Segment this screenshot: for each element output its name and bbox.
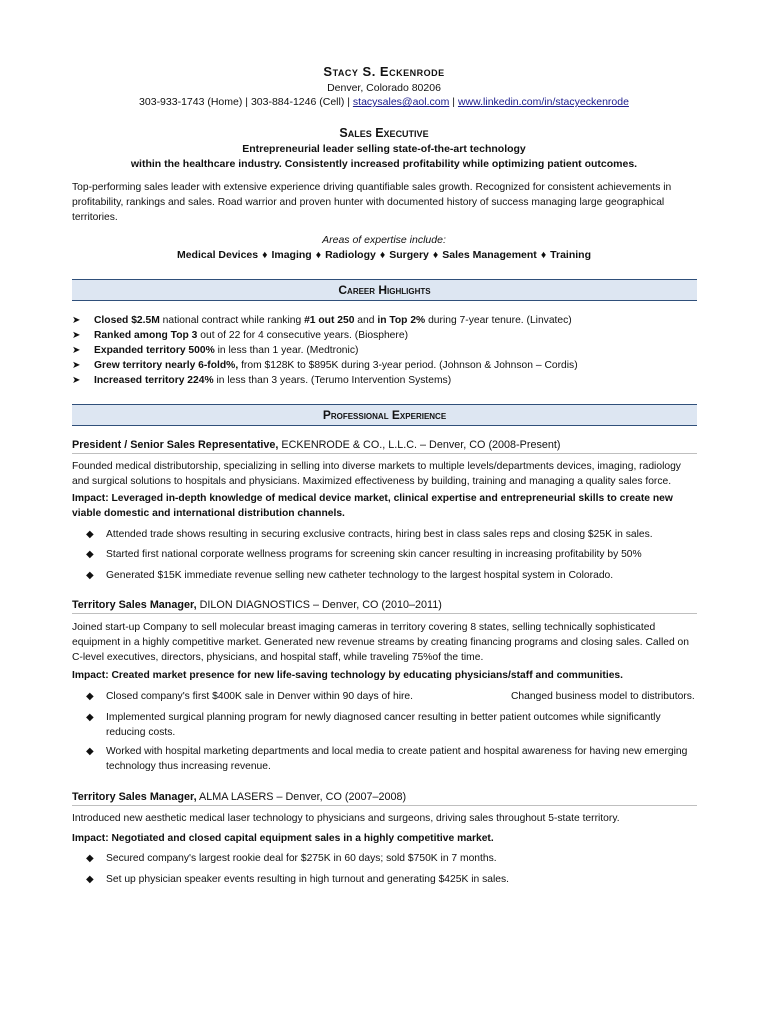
job-bullet-aside: Changed business model to distributors. — [511, 691, 695, 702]
arrow-bullet-icon: ➤ — [72, 315, 81, 326]
phone-cell: 303-884-1246 (Cell) — [250, 96, 345, 108]
job-bullet: ◆ Implemented surgical planning program for newly diagnosed cancer resulting in better patient outcomes while significantly reducing costs. — [86, 712, 661, 738]
expertise-item: Sales Management — [442, 249, 537, 261]
job-description: Joined start-up Company to sell molecular breast imaging cameras in territory covering 8 states, selling technically sophisticated equipment in a highly competitive market. Generated new revenue streams by creating financing programs and closing sales. Called on C-level executives, directors, physicians, and hospital staff, while traveling 75%of the time. — [72, 622, 689, 663]
diamond-bullet-icon: ◆ — [86, 712, 94, 723]
highlight-item: ➤ Grew territory nearly 6-fold%, from $128K to $895K during 3-year period. (Johnson & Johnson – Cordis) — [72, 360, 578, 371]
headline-title: Sales Executive — [339, 126, 429, 140]
arrow-bullet-icon: ➤ — [72, 375, 81, 386]
expertise-item: Radiology — [325, 249, 376, 261]
tagline-1: Entrepreneurial leader selling state-of-the-art technology — [242, 143, 526, 155]
diamond-separator-icon: ♦ — [315, 249, 322, 261]
professional-experience-heading: Professional Experience — [72, 404, 697, 426]
arrow-bullet-icon: ➤ — [72, 345, 81, 356]
diamond-separator-icon: ♦ — [262, 249, 268, 261]
arrow-bullet-icon: ➤ — [72, 360, 81, 371]
highlight-item: ➤ Expanded territory 500% in less than 1 year. (Medtronic) — [72, 345, 359, 356]
job-title-line: President / Senior Sales Representative, ECKENRODE & CO., L.L.C. – Denver, CO (2008-Present) — [72, 439, 697, 454]
expertise-item: Surgery — [389, 249, 429, 261]
expertise-item: Imaging — [271, 249, 312, 261]
contact-line: 303-933-1743 (Home) | 303-884-1246 (Cell) | stacysales@aol.com | www.linkedin.com/in/stacyeckenrode — [139, 96, 629, 108]
diamond-separator-icon: ♦ — [432, 249, 439, 261]
expertise-item: Medical Devices — [176, 249, 259, 261]
job-bullet: ◆ Secured company's largest rookie deal for $275K in 60 days; sold $750K in 7 months. — [86, 853, 497, 864]
email-link[interactable]: stacysales@aol.com — [352, 96, 450, 108]
job-description: Founded medical distributorship, specializing in selling into diverse markets to multiple levels/departments devices, imaging, radiology and surgical solutions to hospitals and physicians. Maximized effectiveness by building, training and managing a quality sales force. — [72, 461, 681, 487]
highlight-item: ➤ Ranked among Top 3 out of 22 for 4 consecutive years. (Biosphere) — [72, 330, 408, 341]
candidate-location: Denver, Colorado 80206 — [327, 82, 441, 94]
job-title-line: Territory Sales Manager, ALMA LASERS – Denver, CO (2007–2008) — [72, 791, 697, 806]
diamond-separator-icon: ♦ — [379, 249, 386, 261]
job-bullet: ◆ Set up physician speaker events resulting in high turnout and generating $425K in sales. — [86, 874, 509, 885]
job-impact: Impact: Negotiated and closed capital equipment sales in a highly competitive market. — [72, 833, 494, 844]
diamond-bullet-icon: ◆ — [86, 529, 94, 540]
phone-home: 303-933-1743 (Home) — [139, 96, 243, 108]
career-highlights-heading: Career Highlights — [72, 279, 697, 301]
job-impact: Impact: Created market presence for new life-saving technology by educating physicians/staff and communities. — [72, 670, 624, 681]
job-bullet: ◆ Closed company's first $400K sale in Denver within 90 days of hire. — [86, 691, 414, 702]
candidate-name: Stacy S. Eckenrode — [323, 64, 445, 79]
diamond-separator-icon: ♦ — [540, 249, 547, 261]
expertise-list — [0, 249, 768, 261]
highlight-item: ➤ Closed $2.5M national contract while ranking #1 out 250 and in Top 2% during 7-year tenure. (Linvatec) — [72, 315, 572, 326]
summary-paragraph: Top-performing sales leader with extensive experience driving quantifiable sales growth. Recognized for consistent achievements in profitability, rankings and sales. Road warrior and proven hunter with documented history of success managing large geographical territories. — [72, 182, 672, 223]
job-description: Introduced new aesthetic medical laser technology to physicians and surgeons, driving sales throughout 5-state territory. — [72, 813, 620, 824]
job-bullet: ◆ Generated $15K immediate revenue selling new catheter technology to the largest hospital system in Colorado. — [86, 570, 614, 581]
expertise-item: Training — [550, 249, 592, 261]
diamond-bullet-icon: ◆ — [86, 746, 94, 757]
job-bullet: ◆ Worked with hospital marketing departments and local media to create patient and hospital awareness for having new emerging technology thus increasing revenue. — [86, 746, 688, 772]
tagline-2: within the healthcare industry. Consistently increased profitability while optimizing patient outcomes. — [130, 158, 638, 170]
job-bullet: ◆ Attended trade shows resulting in securing exclusive contracts, hiring best in class sales reps and closing $25K in sales. — [86, 529, 653, 540]
job-title-line: Territory Sales Manager, DILON DIAGNOSTICS – Denver, CO (2010–2011) — [72, 599, 697, 614]
job-impact: Impact: Leveraged in-depth knowledge of medical device market, clinical expertise and entrepreneurial skills to create new viable domestic and international distribution channels. — [72, 493, 673, 519]
diamond-bullet-icon: ◆ — [86, 549, 94, 560]
diamond-bullet-icon: ◆ — [86, 570, 94, 581]
expertise-label: Areas of expertise include: — [322, 234, 446, 246]
diamond-bullet-icon: ◆ — [86, 853, 94, 864]
arrow-bullet-icon: ➤ — [72, 330, 81, 341]
linkedin-link[interactable]: www.linkedin.com/in/stacyeckenrode — [457, 96, 629, 108]
job-bullet: ◆ Started first national corporate wellness programs for screening skin cancer resulting in increasing profitability by 50% — [86, 549, 642, 560]
highlight-item: ➤ Increased territory 224% in less than 3 years. (Terumo Intervention Systems) — [72, 375, 452, 386]
diamond-bullet-icon: ◆ — [86, 691, 94, 702]
diamond-bullet-icon: ◆ — [86, 874, 94, 885]
